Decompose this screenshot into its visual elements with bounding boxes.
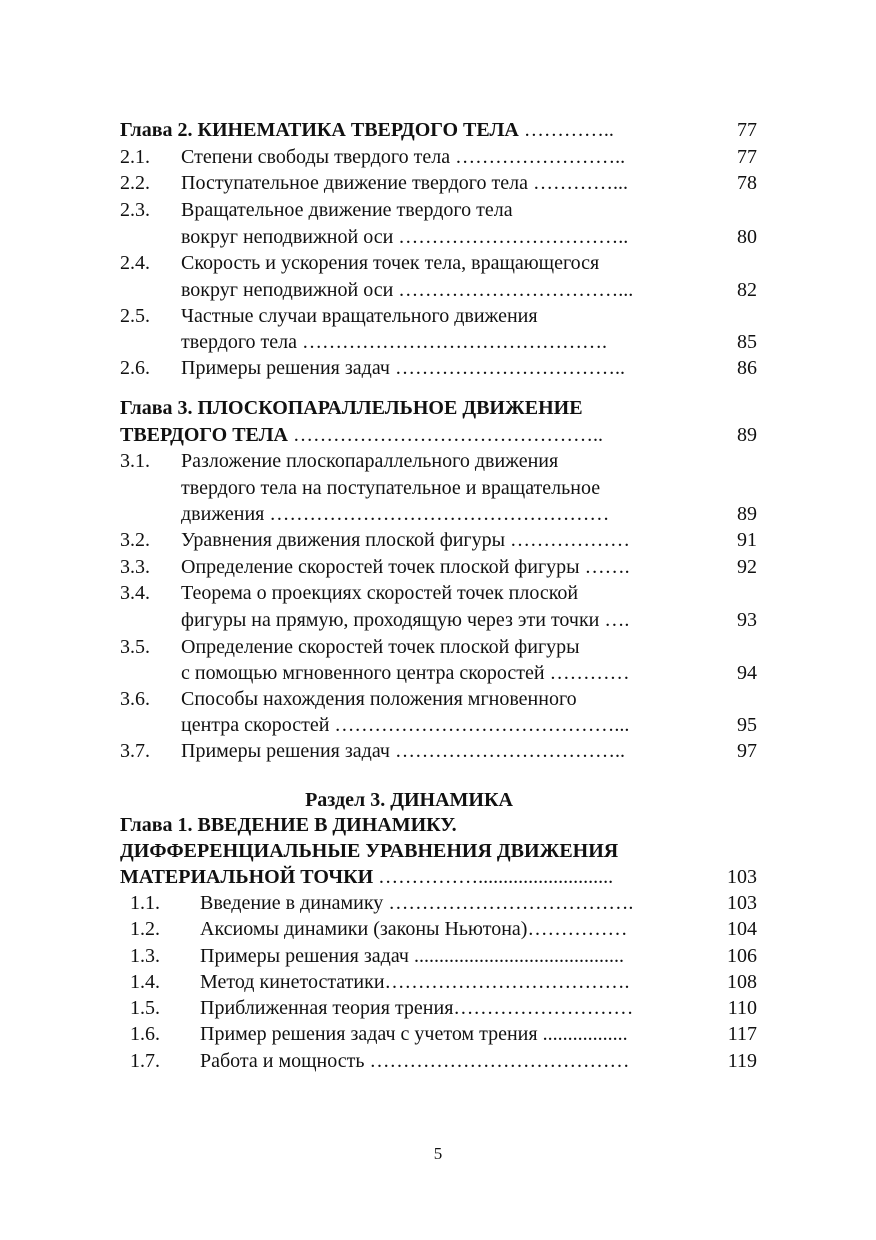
entry-title-text: ТВЕРДОГО ТЕЛА [120,424,288,446]
entry-page-number: 89 [737,424,757,446]
dot-leader: ……………………………………... [329,714,630,736]
entry-title-text: Способы нахождения положения мгновенного [181,688,577,710]
entry-number: 2.2. [120,172,150,194]
entry-page-number: 93 [737,609,757,631]
entry-title [120,838,618,864]
entry-title-text: Теорема о проекциях скоростей точек плоской [181,582,579,604]
entry-title [181,527,630,553]
entry-title [181,554,630,580]
entry-title-text: центра скоростей [181,714,330,736]
entry-page-number: 91 [737,529,757,551]
toc-entry [0,527,876,553]
entry-page-number: 103 [727,866,757,888]
entry-page-number: 95 [737,714,757,736]
entry-title [200,995,633,1021]
toc-entry [0,250,876,276]
dot-leader: ................. [537,1023,628,1045]
entry-number: 2.6. [120,357,150,379]
toc-entry [0,170,876,196]
toc-entry [0,197,876,223]
entry-title [181,448,558,474]
entry-title [120,395,583,421]
chapter-heading [0,864,876,890]
entry-title-text: вокруг неподвижной оси [181,226,394,248]
entry-page-number: 92 [737,556,757,578]
entry-number: 3.4. [120,582,150,604]
entry-page-number: 117 [727,1023,757,1045]
toc-entry [0,475,876,501]
toc-entry [0,943,876,969]
entry-title [181,738,625,764]
chapter-heading [0,838,876,864]
entry-title [181,224,628,250]
entry-title-text: Определение скоростей точек плоской фигуры [181,556,580,578]
entry-title [200,916,627,942]
entry-number: 3.7. [120,740,150,762]
entry-number: 2.5. [120,305,150,327]
entry-number: 3.2. [120,529,150,551]
toc-entry [0,890,876,916]
section-title: Раздел 3. ДИНАМИКА [305,789,513,811]
entry-title [181,660,630,686]
dot-leader: …………………………………………… [264,503,610,525]
entry-title [181,686,577,712]
entry-title [181,475,600,501]
entry-title-text: твердого тела на поступательное и вращательное [181,477,601,499]
entry-title-text: с помощью мгновенного центра скоростей [181,662,545,684]
dot-leader: ……………........................... [373,866,614,888]
entry-number: 1.2. [130,918,160,940]
entry-title-text: Работа и мощность [200,1050,365,1072]
entry-title-text: МАТЕРИАЛЬНОЙ ТОЧКИ [120,866,374,888]
entry-title [200,943,624,969]
dot-leader: ……. [579,556,630,578]
dot-leader: ………….. [518,119,614,141]
toc-entry [0,277,876,303]
entry-number: 2.1. [120,146,150,168]
dot-leader: …………………………….. [389,740,625,762]
entry-number: 3.5. [120,636,150,658]
entry-title-text: Примеры решения задач [181,357,390,379]
entry-title [200,1048,629,1074]
entry-title-text: Глава 1. ВВЕДЕНИЕ В ДИНАМИКУ. [120,814,457,836]
dot-leader: …………………….. [450,146,626,168]
entry-title [181,355,625,381]
dot-leader: ……………………………... [393,279,634,301]
entry-title-text: Частные случаи вращательного движения [181,305,538,327]
entry-title [181,303,538,329]
dot-leader: ………………………………………. [297,331,608,353]
dot-leader: ………………………………. [384,971,630,993]
entry-page-number: 110 [727,997,757,1019]
entry-page-number: 82 [737,279,757,301]
entry-title-text: твердого тела [181,331,298,353]
toc-entry [0,1048,876,1074]
entry-title-text: вокруг неподвижной оси [181,279,394,301]
entry-page-number: 106 [727,945,757,967]
entry-title-text: Приближенная теория трения [200,997,454,1019]
entry-title-text: ДИФФЕРЕНЦИАЛЬНЫЕ УРАВНЕНИЯ ДВИЖЕНИЯ [120,840,619,862]
entry-title [181,170,628,196]
entry-title-text: Определение скоростей точек плоской фигуры [181,636,580,658]
entry-title [181,144,625,170]
entry-title-text: Примеры решения задач [181,740,390,762]
entry-page-number: 103 [727,892,757,914]
entry-title [181,634,580,660]
entry-title-text: Поступательное движение твердого тела [181,172,528,194]
entry-title-text: Введение в динамику [200,892,384,914]
entry-number: 3.3. [120,556,150,578]
entry-title [181,580,578,606]
entry-page-number: 77 [737,146,757,168]
entry-number: 1.4. [130,971,160,993]
entry-title-text: Аксиомы динамики (законы Ньютона) [200,918,528,940]
chapter-heading [0,117,876,143]
entry-title-text: Глава 3. ПЛОСКОПАРАЛЛЕЛЬНОЕ ДВИЖЕНИЕ [120,397,583,419]
entry-title [181,250,599,276]
dot-leader: ………………………………… [364,1050,630,1072]
entry-page-number: 119 [727,1050,757,1072]
entry-title [181,277,633,303]
dot-leader: ………………………………. [383,892,634,914]
entry-number: 2.3. [120,199,150,221]
toc-entry [0,224,876,250]
toc-entry [0,144,876,170]
entry-title [200,890,633,916]
entry-title [200,969,630,995]
toc-entry [0,329,876,355]
dot-leader: …. [599,609,630,631]
chapter-heading [0,422,876,448]
toc-entry [0,686,876,712]
toc-entry [0,607,876,633]
entry-title [181,197,513,223]
entry-title [181,712,629,738]
entry-title [200,1021,628,1047]
entry-title-text: Степени свободы твердого тела [181,146,451,168]
entry-title [120,864,613,890]
entry-page-number: 86 [737,357,757,379]
entry-title-text: Метод кинетостатики [200,971,385,993]
entry-title-text: Разложение плоскопараллельного движения [181,450,559,472]
entry-page-number: 85 [737,331,757,353]
toc-entry [0,916,876,942]
entry-page-number: 104 [727,918,757,940]
dot-leader: …………… [527,918,628,940]
entry-title-text: Скорость и ускорения точек тела, вращающегося [181,252,600,274]
entry-title-text: движения [181,503,265,525]
toc-entry [0,969,876,995]
toc-entry [0,995,876,1021]
entry-title [181,329,607,355]
entry-number: 2.4. [120,252,150,274]
entry-page-number: 80 [737,226,757,248]
entry-title [120,117,614,143]
entry-title-text: фигуры на прямую, проходящую через эти точки [181,609,600,631]
toc-entry [0,712,876,738]
dot-leader: …………... [527,172,628,194]
toc-entry [0,580,876,606]
entry-title-text: Вращательное движение твердого тела [181,199,513,221]
entry-title [120,812,457,838]
dot-leader: …………………………….. [389,357,625,379]
entry-page-number: 78 [737,172,757,194]
entry-page-number: 97 [737,740,757,762]
toc-entry [0,303,876,329]
dot-leader: ……………………… [453,997,634,1019]
entry-title-text: Глава 2. КИНЕМАТИКА ТВЕРДОГО ТЕЛА [120,119,519,141]
page-number: 5 [433,1144,443,1163]
entry-page-number: 94 [737,662,757,684]
dot-leader: ……………………………………….. [287,424,603,446]
dot-leader: …………………………….. [393,226,629,248]
chapter-heading [0,812,876,838]
entry-title [120,422,603,448]
entry-page-number: 89 [737,503,757,525]
section-heading [0,787,876,813]
toc-entry [0,554,876,580]
toc-entry [0,501,876,527]
entry-title-text: Уравнения движения плоской фигуры [181,529,506,551]
dot-leader: ………… [544,662,630,684]
toc-entry [0,660,876,686]
toc-entry [0,355,876,381]
toc-entry [0,448,876,474]
entry-number: 3.6. [120,688,150,710]
entry-number: 1.6. [130,1023,160,1045]
dot-leader: ……………… [505,529,631,551]
entry-title-text: Пример решения задач с учетом трения [200,1023,538,1045]
entry-number: 1.3. [130,945,160,967]
toc-entry [0,738,876,764]
entry-title [181,607,629,633]
entry-number: 1.7. [130,1050,160,1072]
toc-entry [0,634,876,660]
entry-number: 3.1. [120,450,150,472]
entry-page-number: 77 [737,119,757,141]
toc-entry [0,1021,876,1047]
entry-number: 1.5. [130,997,160,1019]
entry-title-text: Примеры решения задач [200,945,409,967]
entry-title [181,501,609,527]
chapter-heading [0,395,876,421]
entry-page-number: 108 [727,971,757,993]
dot-leader: .......................................... [408,945,624,967]
entry-number: 1.1. [130,892,160,914]
